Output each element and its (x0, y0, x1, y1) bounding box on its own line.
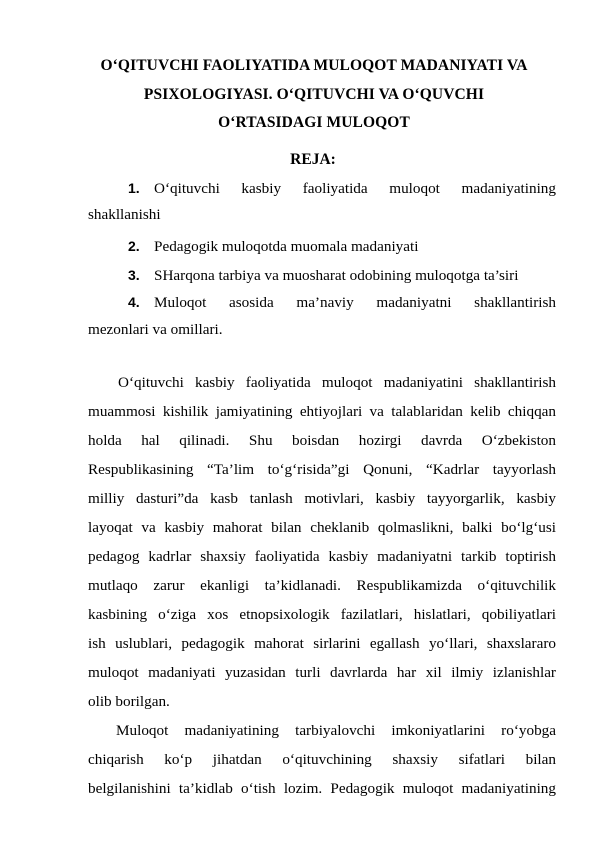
plan-item-text: Muloqot asosida ma’naviy madaniyatni shakllantirish (154, 294, 556, 311)
plan-item (128, 265, 556, 286)
plan-item-text: Pedagogik muloqotda muomala madaniyati (154, 238, 419, 255)
plan-heading: REJA: (290, 151, 336, 168)
paragraph-line: Respublikasining “Ta’lim to‘g‘risida”gi Qonuni, “Kadrlar tayyorlash (88, 461, 556, 478)
plan-item (128, 292, 556, 313)
plan-item-number: 4. (128, 294, 140, 310)
paragraph-line: muloqot madaniyati yuzasidan turli davrlarda har xil ilmiy izlanishlar (88, 664, 556, 681)
plan-item-number: 1. (128, 180, 140, 196)
document-title (70, 52, 558, 138)
paragraph-line: Muloqot madaniyatining tarbiyalovchi imkoniyatlarini ro‘yobga (116, 722, 556, 739)
paragraph-line: belgilanishini ta’kidlab o‘tish lozim. Pedagogik muloqot madaniyatining (88, 780, 556, 797)
title-line: PSIXOLOGIYASI. O‘QITUVCHI VA O‘QUVCHI (143, 85, 485, 103)
plan-item-text: O‘qituvchi kasbiy faoliyatida muloqot madaniyatining (154, 180, 556, 197)
paragraph-line: chiqarish ko‘p jihatdan o‘qituvchining shaxsiy sifatlari bilan (88, 751, 556, 768)
paragraph-line: pedagog kadrlar shaxsiy faoliyatida kasbiy madaniyatni tarkib toptirish (88, 548, 556, 565)
title-line: O‘RTASIDAGI MULOQOT (218, 114, 410, 131)
plan-item (128, 236, 556, 257)
plan-item-continuation: mezonlari va omillari. (88, 321, 223, 338)
paragraph-line: kasbining o‘ziga xos etnopsixologik fazilatlari, hislatlari, qobiliyatlari (88, 606, 556, 623)
paragraph-line: O‘qituvchi kasbiy faoliyatida muloqot madaniyatini shakllantirish (118, 374, 556, 391)
plan-item-continuation: shakllanishi (88, 206, 161, 223)
paragraph-line: muammosi kishilik jamiyatining ehtiyojlari va talablaridan kelib chiqqan (88, 403, 556, 420)
paragraph-line: olib borilgan. (88, 693, 170, 710)
plan-item-number: 2. (128, 238, 140, 254)
title-line: O‘QITUVCHI FAOLIYATIDA MULOQOT MADANIYATI VA (100, 57, 528, 74)
paragraph-line: layoqat va kasbiy mahorat bilan cheklanib qolmaslikni, balki bo‘lg‘usi (88, 519, 556, 536)
paragraph-line: holda hal qilinadi. Shu boisdan hozirgi davrda O‘zbekiston (88, 432, 556, 449)
plan-item-number: 3. (128, 267, 140, 283)
plan-item (128, 178, 556, 199)
paragraph-line: mutlaqo zarur ekanligi ta’kidlanadi. Respublikamizda o‘qituvchilik (88, 577, 556, 594)
paragraph-line: milliy dasturi”da kasb tanlash motivlari, kasbiy tayyorgarlik, kasbiy (88, 490, 556, 507)
plan-item-text: SHarqona tarbiya va muosharat odobining muloqotga ta’siri (154, 267, 519, 284)
paragraph-line: ish uslublari, pedagogik mahorat sirlarini egallash yo‘llari, shaxslararo (88, 635, 556, 652)
